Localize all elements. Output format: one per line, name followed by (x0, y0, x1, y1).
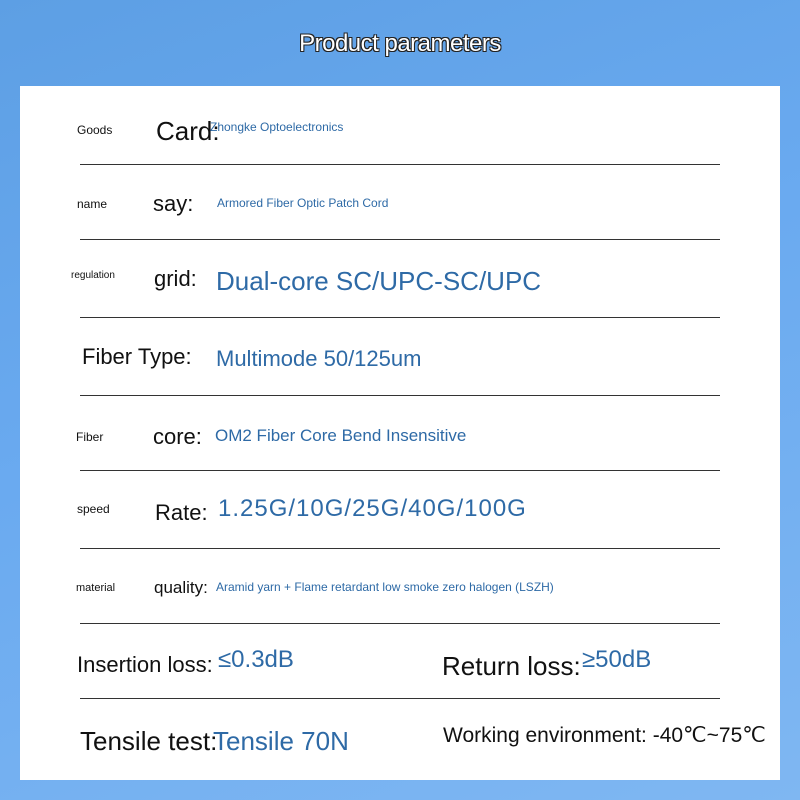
product-name-value: Armored Fiber Optic Patch Cord (217, 196, 389, 210)
insertion-loss-label: Insertion loss: (77, 652, 213, 677)
divider (80, 698, 720, 699)
divider (80, 164, 720, 165)
speed-label: speed (77, 502, 110, 516)
core-label: core: (153, 424, 202, 449)
goods-label: Goods (77, 123, 113, 137)
say-label: say: (153, 191, 194, 216)
tensile-test-value: Tensile 70N (213, 726, 349, 756)
divider (80, 548, 720, 549)
material-value: Aramid yarn + Flame retardant low smoke zero halogen (LSZH) (216, 580, 554, 594)
fiber-type-value: Multimode 50/125um (216, 346, 422, 371)
divider (80, 317, 720, 318)
divider (80, 470, 720, 471)
tensile-test-label: Tensile test: (80, 726, 218, 756)
working-environment-label: Working environment: -40℃~75℃ (443, 724, 766, 747)
return-loss-label: Return loss: (442, 651, 581, 681)
specification-value: Dual-core SC/UPC-SC/UPC (216, 266, 542, 296)
return-loss-value: ≥50dB (582, 646, 652, 673)
divider (80, 239, 720, 240)
name-label: name (77, 197, 108, 211)
regulation-label: regulation (71, 270, 115, 281)
page-title: Product parameters (299, 30, 501, 57)
grid-label: grid: (154, 266, 197, 291)
fiber-type-label: Fiber Type: (82, 344, 192, 369)
quality-label: quality: (154, 578, 208, 597)
insertion-loss-value: ≤0.3dB (218, 646, 294, 673)
divider (80, 623, 720, 624)
material-label: material (76, 582, 116, 594)
divider (80, 395, 720, 396)
brand-value: Zhongke Optoelectronics (210, 120, 344, 134)
fiber-label: Fiber (76, 430, 104, 444)
card-label: Card: (156, 116, 220, 146)
rate-label: Rate: (155, 500, 208, 525)
fiber-core-value: OM2 Fiber Core Bend Insensitive (215, 426, 467, 445)
rate-value: 1.25G/10G/25G/40G/100G (218, 495, 527, 522)
parameters-panel (20, 86, 780, 780)
